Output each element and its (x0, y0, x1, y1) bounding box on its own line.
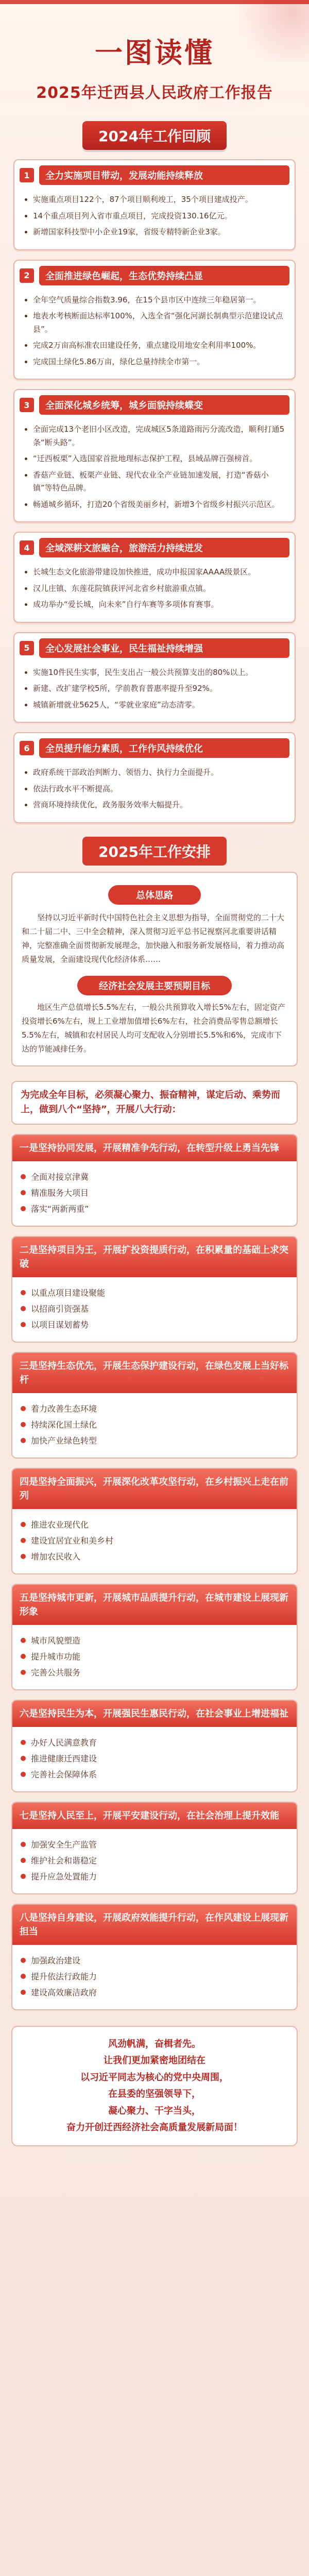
bullet-icon (21, 1858, 26, 1863)
action-card-item-text: 全面对接京津冀 (31, 1172, 89, 1182)
page-subtitle: 2025年迁西县人民政府工作报告 (36, 84, 273, 102)
action-card-title: 五是坚持城市更新，开展城市品质提升行动，在城市建设上展现新形象 (12, 1585, 297, 1625)
action-card (11, 1700, 298, 1792)
action-card-item-text: 加快产业绿色转型 (31, 1436, 97, 1446)
review-card-body (14, 758, 295, 822)
action-cards (0, 1134, 309, 2010)
action-card-item-text: 推进农业现代化 (31, 1520, 89, 1530)
review-card-head (14, 261, 295, 285)
action-card-item-text: 完善社会保障体系 (31, 1770, 97, 1780)
bullet-icon (21, 1190, 26, 1195)
action-card-item (21, 1986, 288, 1998)
action-card-item (21, 1302, 288, 1314)
review-card-item: • 14个重点项目列入省市重点项目，完成投资130.16亿元。 (33, 210, 285, 223)
bullet-icon (21, 1522, 26, 1527)
review-banner: 2024年工作回顾 (82, 121, 227, 150)
action-card-item (21, 1318, 288, 1330)
action-card-item (21, 1768, 288, 1780)
actions-intro: 为完成全年目标，必须凝心聚力、振奋精神，谋定后动、乘势而上，做到八个“坚持”，开展八大行动： (11, 1081, 298, 1125)
action-card-title: 七是坚持人民至上，开展平安建设行动，在社会治理上提升效能 (12, 1803, 297, 1829)
ending-line: 奋力开创迁西经济社会高质量发展新局面！ (66, 2122, 243, 2133)
action-card (11, 1802, 298, 1894)
review-card-number: 3 (20, 398, 34, 412)
action-card-list (12, 1277, 297, 1342)
review-card-number: 5 (20, 641, 34, 655)
action-card-title: 六是坚持民生为本，开展强民生惠民行动，在社会事业上增进福祉 (12, 1701, 297, 1727)
review-card-body (14, 285, 295, 379)
review-card-item: • 实施10件民生实事，民生支出占一般公共预算支出的80%以上。 (33, 666, 285, 680)
bullet-icon (21, 1538, 26, 1543)
action-card-title: 一是坚持协同发展，开展精准争先行动，在转型升级上勇当先锋 (12, 1135, 297, 1161)
action-card-item (21, 1854, 288, 1866)
action-card-item (21, 1534, 288, 1546)
bullet-icon (21, 1306, 26, 1311)
review-card-number: 1 (20, 168, 34, 182)
bullet-icon (21, 1406, 26, 1411)
bullet-icon (21, 1322, 26, 1327)
action-card-list (12, 1161, 297, 1226)
review-card-item: • 成功举办“爱长城，向未来”自行车赛等多项体育赛事。 (33, 598, 285, 612)
ending-line: 在县委的坚强领导下， (108, 2089, 201, 2100)
action-card-item (21, 1650, 288, 1662)
review-card-head (14, 733, 295, 758)
review-card-number: 6 (20, 741, 34, 755)
action-card-item (21, 1634, 288, 1646)
action-card-item (21, 1550, 288, 1562)
action-card-item-text: 城市风貌塑造 (31, 1636, 81, 1646)
action-card-item-text: 完善公共服务 (31, 1668, 81, 1678)
action-card-item (21, 1954, 288, 1966)
action-card-item-text: 办好人民满意教育 (31, 1738, 97, 1748)
bullet-icon (21, 1974, 26, 1979)
action-card-item-text: 以招商引资强基 (31, 1304, 89, 1314)
action-card-list (12, 1509, 297, 1573)
action-card-item-text: 加强安全生产监管 (31, 1840, 97, 1850)
review-card-head (14, 533, 295, 557)
bullet-icon (21, 1874, 26, 1879)
action-card-item-text: 以项目谋划蓄势 (31, 1320, 89, 1330)
bullet-icon (21, 1638, 26, 1643)
overall-text: 坚持以习近平新时代中国特色社会主义思想为指导，全面贯彻党的二十大和二十届二中、三中全会精神，深入贯彻习近平总书记视察河北重要讲话精神，完整准确全面贯彻新发展理念，加快融入和服务新发展格局，着力推动高质量发展，全面建设现代化经济体系…… (22, 912, 285, 964)
action-card-item (21, 1518, 288, 1530)
bullet-icon (21, 1422, 26, 1427)
action-card-item-text: 增加农民收入 (31, 1552, 81, 1562)
review-card-item: • 地表水考核断面达标率100%，入选全省“强化河湖长制典型示范建设试点县”。 (33, 310, 285, 336)
review-card-item: • “迁西板栗”入选国家首批地理标志保护工程，县域品牌百强榜首。 (33, 452, 285, 466)
ending-line: 以习近平同志为核心的党中央周围， (80, 2072, 229, 2083)
review-card (13, 732, 296, 823)
review-card (13, 389, 296, 522)
action-card (11, 1904, 298, 2010)
target-text: 地区生产总值增长5.5%左右，一般公共预算收入增长5%左右，固定资产投资增长6%左右，规上工业增加值增长6%左右，社会消费品零售总额增长5.5%左右，城镇和农村居民人均可支配收入分别增长5.5%和6%，完成市下达的节能减排任务。 (22, 1002, 285, 1054)
action-card-item-text: 加强政治建设 (31, 1956, 81, 1966)
action-card-item-text: 维护社会和谐稳定 (31, 1856, 97, 1866)
target-title: 经济社会发展主要预期目标 (77, 976, 232, 995)
review-card-item: • 全年空气质量综合指数3.96，在15个县市区中连续三年稳居第一。 (33, 294, 285, 307)
review-card-item: • 实施重点项目122个，87个项目顺利竣工，35个项目建成投产。 (33, 193, 285, 207)
action-card-item (21, 1870, 288, 1882)
review-card-item: • 完成国土绿化5.86万亩，绿化总量持续全市第一。 (33, 355, 285, 369)
bullet-icon (21, 1654, 26, 1659)
review-card-title: 全域深耕文旅融合，旅游活力持续迸发 (39, 538, 289, 557)
action-card (11, 1352, 298, 1459)
review-card-title: 全面推进绿色崛起，生态优势持续凸显 (39, 266, 289, 285)
action-card-item-text: 以重点项目建设聚能 (31, 1288, 106, 1298)
action-card-title: 四是坚持全面振兴，开展深化改革攻坚行动，在乡村振兴上走在前列 (12, 1469, 297, 1509)
review-card-number: 4 (20, 540, 34, 555)
review-card-item: • 依法行政水平不断提高。 (33, 783, 285, 796)
action-card (11, 1468, 298, 1574)
action-card-item-text: 着力改善生态环境 (31, 1404, 97, 1414)
action-card (11, 1134, 298, 1227)
overall-title: 总体思路 (108, 885, 201, 905)
review-card-body (14, 185, 295, 249)
action-card-item-text: 持续深化国土绿化 (31, 1420, 97, 1430)
action-card-list (12, 1945, 297, 2009)
ending-line: 凝心聚力、干字当头， (108, 2105, 201, 2116)
action-card-item (21, 1752, 288, 1764)
review-card-title: 全面深化城乡统筹，城乡面貌持续蝶变 (39, 395, 289, 415)
action-card-item-text: 落实“两新两重” (31, 1204, 89, 1214)
action-card-item (21, 1171, 288, 1182)
action-card-item-text: 精准服务大项目 (31, 1188, 89, 1198)
review-card-item: • 城镇新增就业5625人，“零就业家庭”动态清零。 (33, 699, 285, 712)
bullet-icon (21, 1290, 26, 1295)
action-card-item-text: 提升依法行政能力 (31, 1972, 97, 1982)
review-card-item: • 新建、改扩建学校5所，学前教育普惠率提升至92%。 (33, 682, 285, 696)
ending-box (11, 2026, 298, 2146)
review-card-body (14, 415, 295, 521)
review-card (13, 260, 296, 380)
action-card-list (12, 1393, 297, 1458)
plan-box (11, 872, 298, 1066)
review-card-item: • 汉儿庄镇、东莲花院镇获评河北省乡村旅游重点镇。 (33, 582, 285, 596)
review-cards (0, 159, 309, 823)
ending-line: 风劲帆满，奋楫者先。 (108, 2039, 201, 2050)
review-card-title: 全力实施项目带动，发展动能持续释放 (39, 165, 289, 185)
bullet-icon (21, 1990, 26, 1995)
action-card (11, 1236, 298, 1343)
action-card-list (12, 1625, 297, 1689)
review-card-body (14, 658, 295, 722)
review-card-title: 全员提升能力素质，工作作风持续优化 (39, 738, 289, 758)
bullet-icon (21, 1756, 26, 1761)
bullet-icon (21, 1554, 26, 1559)
action-card-title: 八是坚持自身建设，开展政府效能提升行动，在作风建设上展现新担当 (12, 1905, 297, 1945)
decor-top-right (227, 0, 309, 62)
review-card-item: • 全面完成13个老旧小区改造，完成城区5条道路雨污分流改造，顺利打通5条“断头路”。 (33, 423, 285, 449)
review-card (13, 632, 296, 723)
action-card-list (12, 1829, 297, 1893)
bullet-icon (21, 1740, 26, 1745)
review-card-number: 2 (20, 268, 34, 283)
action-card-item (21, 1736, 288, 1748)
action-card-item (21, 1666, 288, 1678)
review-card-item: • 营商环境持续优化，政务服务效率大幅提升。 (33, 799, 285, 812)
review-card (13, 159, 296, 250)
review-card-item: • 香菇产业链、板栗产业链、现代农业全产业链加速发展，打造“香菇小镇”等特色品牌。 (33, 469, 285, 495)
bullet-icon (21, 1958, 26, 1963)
review-card-head (14, 633, 295, 658)
action-card-item (21, 1838, 288, 1850)
action-card-item (21, 1187, 288, 1198)
bullet-icon (21, 1772, 26, 1777)
review-card-body (14, 557, 295, 622)
action-card-item (21, 1202, 288, 1214)
action-card-item (21, 1434, 288, 1446)
review-card-head (14, 390, 295, 415)
review-card-item: • 完成2万亩高标准农田建设任务，重点建设用地安全利用率100%。 (33, 339, 285, 352)
action-card-title: 三是坚持生态优先，开展生态保护建设行动，在绿色发展上当好标杆 (12, 1353, 297, 1393)
action-card-list (12, 1727, 297, 1791)
action-card-item (21, 1402, 288, 1414)
review-card (13, 532, 296, 623)
action-card-item-text: 建设宜居宜业和美乡村 (31, 1536, 114, 1546)
action-card-item (21, 1286, 288, 1298)
bullet-icon (21, 1670, 26, 1675)
review-card-item: • 长城生态文化旅游带建设加快推进，成功申报国家AAAA级景区。 (33, 566, 285, 579)
action-card-title: 二是坚持项目为王，开展扩投资提质行动，在积累量的基础上求突破 (12, 1237, 297, 1277)
action-card-item (21, 1418, 288, 1430)
bullet-icon (21, 1174, 26, 1179)
action-card-item-text: 提升应急处置能力 (31, 1872, 97, 1882)
action-card (11, 1584, 298, 1690)
action-card-item-text: 推进健康迁西建设 (31, 1754, 97, 1764)
review-card-item: • 新增国家科技型中小企业19家，省级专精特新企业3家。 (33, 226, 285, 239)
bullet-icon (21, 1206, 26, 1211)
bullet-icon (21, 1842, 26, 1847)
action-card-item-text: 建设高效廉洁政府 (31, 1988, 97, 1998)
action-card-item-text: 提升城市功能 (31, 1652, 81, 1662)
plan-banner: 2025年工作安排 (82, 837, 227, 866)
page-title: 一图读懂 (95, 36, 214, 69)
review-card-item: • 畅通城乡循环，打造20个省级美丽乡村，新增3个省级乡村振兴示范区。 (33, 498, 285, 512)
ending-line: 让我们更加紧密地团结在 (104, 2055, 205, 2066)
review-card-head (14, 160, 295, 185)
action-card-item (21, 1970, 288, 1982)
review-card-item: • 政府系统干部政治判断力、领悟力、执行力全面提升。 (33, 766, 285, 779)
bullet-icon (21, 1438, 26, 1443)
review-card-title: 全心发展社会事业，民生福祉持续增强 (39, 638, 289, 658)
